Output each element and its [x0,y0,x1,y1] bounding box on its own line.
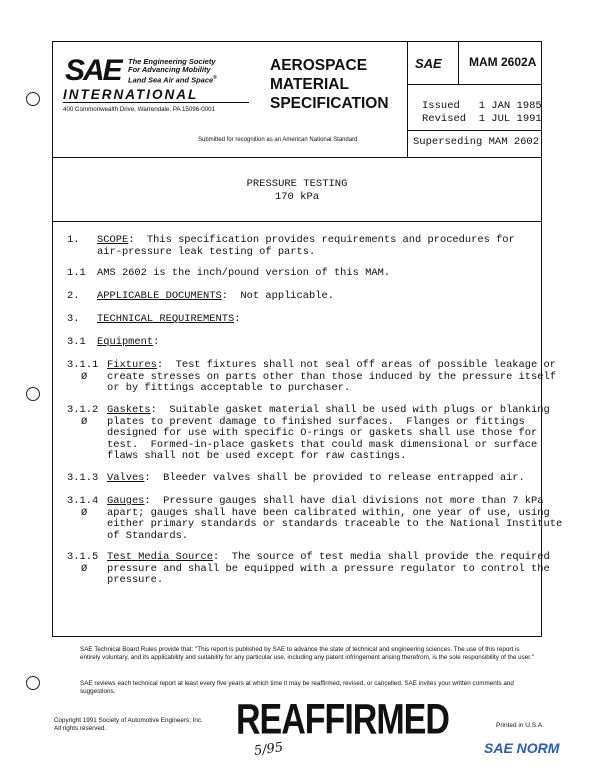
revised-date: Revised 1 JUL 1991 [422,112,542,125]
document-type-title [270,56,389,113]
printed-in-note: Printed in U.S.A. [496,722,545,729]
section-heading: TECHNICAL REQUIREMENTS [97,313,235,325]
change-mark: Ø [81,415,88,428]
section-heading: SCOPE [97,234,129,246]
review-note: SAE reviews each technical report at least every five years at which time it may be reaffirmed, revised, or cancelled. SAE invites your written comments and suggestions. [80,680,514,695]
section-text: : This specification provides requirements and procedures for [128,234,515,246]
section-heading: Equipment [97,336,154,348]
tagline-line-2: For Advancing Mobility [128,65,211,75]
document-number: MAM 2602A [469,55,537,69]
section-text: test. Formed-in-place gaskets that could mask dimensional or surface [107,438,538,451]
section-text: : Bleeder valves shall be provided to release entrapped air. [144,472,525,484]
section-text: pressure and shall be equipped with a pressure regulator to control the [107,562,550,575]
publisher-address: 400 Commonwealth Drive, Warrendale, PA 15096-0001 [63,106,216,113]
sae-logo [65,54,125,87]
id-rule [407,84,541,85]
sae-mark: SAE [415,56,442,71]
section-text: flaws shall not be used except for raw castings. [107,450,407,463]
change-mark: Ø [81,370,88,383]
section-heading: Valves [107,472,145,484]
issued-date: Issued 1 JAN 1985 [422,100,542,112]
binder-hole-middle [26,387,40,401]
section-text: designed for use with specific O-rings or gaskets shall use those for [107,427,538,440]
section-text: either primary standards or standards traceable to the National Institute [107,518,563,531]
section-text: : [234,313,241,325]
section-number: 3. [67,313,80,325]
international-label: INTERNATIONAL [63,87,199,102]
section-heading: Gauges [107,495,145,507]
sae-tagline [128,58,217,85]
binder-hole-top [26,92,40,106]
change-mark: Ø [81,506,88,519]
subject-rule [53,221,541,222]
section-number: 3.1.4 [67,495,99,507]
section-text: of Standards. [107,529,189,542]
section-heading: Fixtures [107,359,157,371]
registered-mark: ® [213,75,217,82]
section-text: : Not applicable. [221,290,334,302]
section-text: : [153,336,160,348]
section-number: 3.1.2 [67,404,99,416]
section-number: 3.1 [67,336,86,348]
sae-logo-text: SAE [65,54,121,87]
section-text: create stresses on parts other than those induced by the pressure itself [107,370,556,383]
international-rule [63,102,249,103]
section-text: : Pressure gauges shall have dial divisions not more than 7 kPa [144,495,544,507]
board-rules-note: SAE Technical Board Rules provide that: "This report is published by SAE to advance the state of technical and engineering sciences. The use of this report is entirely voluntary, and its applicability and suitability for any particular use, including any patent infringement arising therefrom, is the sole responsibility of the user." [80,646,534,661]
tagline-line-1: The Engineering Society [128,57,216,66]
section-number: 3.1.3 [67,472,99,484]
subject-pressure: 170 kPa [274,190,320,203]
binder-hole-bottom [26,676,40,690]
id-divider [458,42,459,84]
header-divider [407,42,408,157]
section-number: 1.1 [67,267,86,279]
section-number: 2. [67,290,80,302]
section-text: plates to prevent damage to finished surfaces. Flanges or fittings [107,415,525,428]
section-text: pressure. [107,574,164,587]
copyright-notice: Copyright 1991 Society of Automotive Engineers, Inc. All rights reserved. [54,717,203,732]
subject-title: PRESSURE TESTING [246,178,348,190]
handwritten-date: 5/95 [253,740,285,759]
section-text: : The source of test media shall provide the required [213,551,550,563]
header-bottom-rule [53,157,541,158]
section-number: 1. [67,234,80,246]
section-text: : Suitable gasket material shall be used with plugs or blanking [150,404,550,416]
section-number: 3.1.5 [67,551,99,563]
section-text: : Test fixtures shall not seal off areas of possible leakage or [156,359,556,371]
title-line-3: SPECIFICATION [270,95,389,112]
title-line-2: MATERIAL [270,76,349,93]
submitted-note: Submitted for recognition as an American National Standard [198,137,358,143]
section-heading: Gaskets [107,404,151,416]
section-heading: APPLICABLE DOCUMENTS [97,290,222,302]
section-heading: Test Media Source [107,551,214,563]
title-line-1: AEROSPACE [270,57,368,74]
tagline-line-3: Land Sea Air and Space [128,75,214,85]
section-text: AMS 2602 is the inch/pound version of this MAM. [97,267,391,279]
section-number: 3.1.1 [67,359,99,371]
section-text: air-pressure leak testing of parts. [97,245,316,258]
document-subject [53,178,541,203]
change-mark: Ø [81,562,88,575]
issue-dates [422,100,542,125]
section-text: apart; gauges shall have been calibrated within, one year of use, using [107,506,550,519]
reaffirmed-stamp: REAFFIRMED [236,696,449,744]
superseding-note: Superseding MAM 2602 [413,136,540,148]
supersedes-rule [407,130,541,131]
section-text: or by fittings acceptable to purchaser. [107,382,351,395]
sae-norm-logo: SAE NORM [484,740,560,756]
